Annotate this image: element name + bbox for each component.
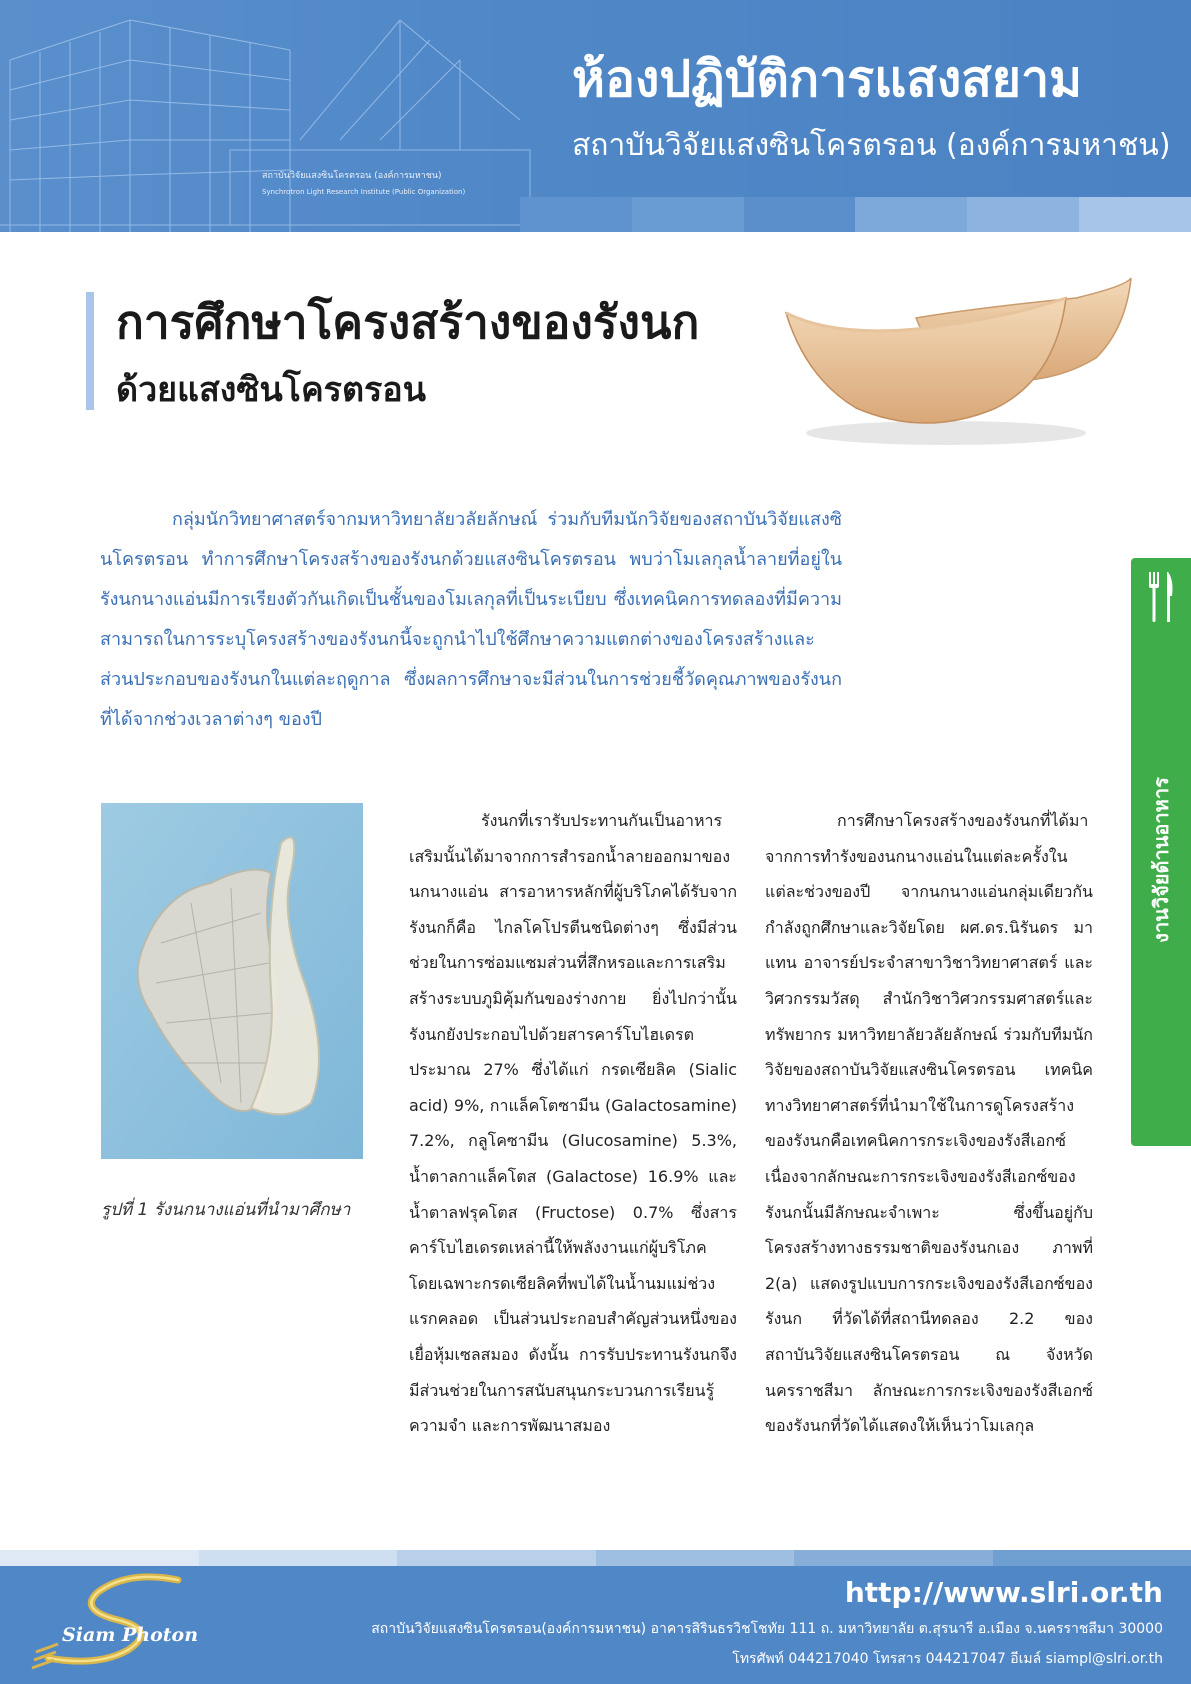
- bird-nest-illustration: [776, 268, 1136, 448]
- side-tab-label: งานวิจัยด้านอาหาร: [1149, 777, 1173, 943]
- bird-nest-photo: [101, 803, 363, 1159]
- header-color-strip: [520, 197, 1191, 232]
- body-column-2-text: การศึกษาโครงสร้างของรังนกที่ได้มาจากการทำรังของนกนางแอ่นในแต่ละครั้งในแต่ละช่วงของปี จากนกนางแอ่นกลุ่มเดียวกัน กำลังถูกศึกษาและวิจัยโดย ผศ.ดร.นิรันดร มาแทน อาจารย์ประจำสาขาวิชาวิทยาศาสตร์ และวิศวกรรมวัสดุ สำนักวิชาวิศวกรรมศาสตร์และทรัพยากร มหาวิทยาลัยวลัยลักษณ์ ร่วมกับทีมนักวิจัยของสถาบันวิจัยแสงซินโครตรอน เทคนิคทางวิทยาศาสตร์ที่นำมาใช้ในการดูโครงสร้างของรังนกคือเทคนิคการกระเจิงของรังสีเอกซ์ เนื่องจากลักษณะการกระเจิงของรังสีเอกซ์ของรังนกนั้นมีลักษณะจำเพาะ ซึ่งขึ้นอยู่กับโครงสร้างทางธรรมชาติของรังนกเอง ภาพที่ 2(a) แสดงรูปแบบการกระเจิงของรังสีเอกซ์ของรังนก ที่วัดได้ที่สถานีทดลอง 2.2 ของสถาบันวิจัยแสงซินโครตรอน ณ จังหวัดนครราชสีมา ลักษณะการกระเจิงของรังสีเอกซ์ของรังนกที่วัดได้แสดงให้เห็นว่าโมเลกุล: [765, 811, 1093, 1436]
- article-title: การศึกษาโครงสร้างของรังนก: [116, 295, 700, 349]
- title-accent-bar: [86, 292, 94, 410]
- website-url-link[interactable]: http://www.slri.or.th: [844, 1576, 1163, 1609]
- building-sign-th: สถาบันวิจัยแสงซินโครตรอน (องค์การมหาชน): [262, 171, 442, 181]
- body-column-2: [765, 803, 1093, 1444]
- figure-caption: รูปที่ 1 รังนกนางแอ่นที่นำมาศึกษา: [101, 1200, 351, 1220]
- header-title: ห้องปฏิบัติการแสงสยาม: [572, 50, 1083, 108]
- body-column-1-text: รังนกที่เรารับประทานกันเป็นอาหารเสริมนั้นได้มาจากการสำรอกน้ำลายออกมาของนกนางแอ่น สารอาหารหลักที่ผู้บริโภคได้รับจากรังนกก็คือ ไกลโคโปรตีนชนิดต่างๆ ซึ่งมีส่วนช่วยในการซ่อมแซมส่วนที่สึกหรอและการเสริมสร้างระบบภูมิคุ้มกันของร่างกาย ยิ่งไปกว่านั้น รังนกยังประกอบไปด้วยสารคาร์โบไฮเดรตประมาณ 27% ซึ่งได้แก่ กรดเซียลิค (Sialic acid) 9%, กาแล็คโตซามีน (Galactosamine) 7.2%, กลูโคซามีน (Glucosamine) 5.3%, น้ำตาลกาแล็คโตส (Galactose) 16.9% และ น้ำตาลฟรุคโตส (Fructose) 0.7% ซึ่งสารคาร์โบไฮเดรตเหล่านี้ให้พลังงานแก่ผู้บริโภค โดยเฉพาะกรดเซียลิคที่พบได้ในน้ำนมแม่ช่วงแรกคลอด เป็นส่วนประกอบสำคัญส่วนหนึ่งของเยื่อหุ้มเซลสมอง ดังนั้น การรับประทานรังนกจึงมีส่วนช่วยในการสนับสนุนกระบวนการเรียนรู้ ความจำ และการพัฒนาสมอง: [409, 811, 737, 1436]
- footer-contact: โทรศัพท์ 044217040 โทรสาร 044217047 อีเมล์ siampl@slri.or.th: [732, 1651, 1163, 1667]
- footer-color-strip: [0, 1550, 1191, 1566]
- siam-photon-logo: [28, 1572, 198, 1672]
- intro-text: กลุ่มนักวิทยาศาสตร์จากมหาวิทยาลัยวลัยลักษณ์ ร่วมกับทีมนักวิจัยของสถาบันวิจัยแสงซินโครตรอน ทำการศึกษาโครงสร้างของรังนกด้วยแสงซินโครตรอน พบว่าโมเลกุลน้ำลายที่อยู่ในรังนกนางแอ่นมีการเรียงตัวกันเกิดเป็นชั้นของโมเลกุลที่เป็นระเบียบ ซึ่งเทคนิคการทดลองที่มีความสามารถในการระบุโครงสร้างของรังนกนี้จะถูกนำไปใช้ศึกษาความแตกต่างของโครงสร้างและส่วนประกอบของรังนกในแต่ละฤดูกาล ซึ่งผลการศึกษาจะมีส่วนในการช่วยชี้วัดคุณภาพของรังนกที่ได้จากช่วงเวลาต่างๆ ของปี: [100, 509, 842, 730]
- header-subtitle: สถาบันวิจัยแสงซินโครตรอน (องค์การมหาชน): [572, 128, 1171, 163]
- building-sign-en: Synchrotron Light Research Institute (Public Organization): [262, 188, 466, 196]
- page-header: [0, 0, 1191, 232]
- intro-paragraph: [100, 500, 842, 740]
- footer-address: สถาบันวิจัยแสงซินโครตรอน(องค์การมหาชน) อาคารสิรินธรวิชโชทัย 111 ถ. มหาวิทยาลัย ต.สุรนารี อ.เมือง จ.นครราชสีมา 30000: [371, 1621, 1163, 1637]
- building-illustration: [0, 0, 540, 232]
- body-column-1: [409, 803, 737, 1444]
- fork-knife-icon: [1146, 572, 1176, 622]
- logo-text: Siam Photon: [62, 1624, 199, 1646]
- article-subtitle: ด้วยแสงซินโครตรอน: [116, 370, 426, 410]
